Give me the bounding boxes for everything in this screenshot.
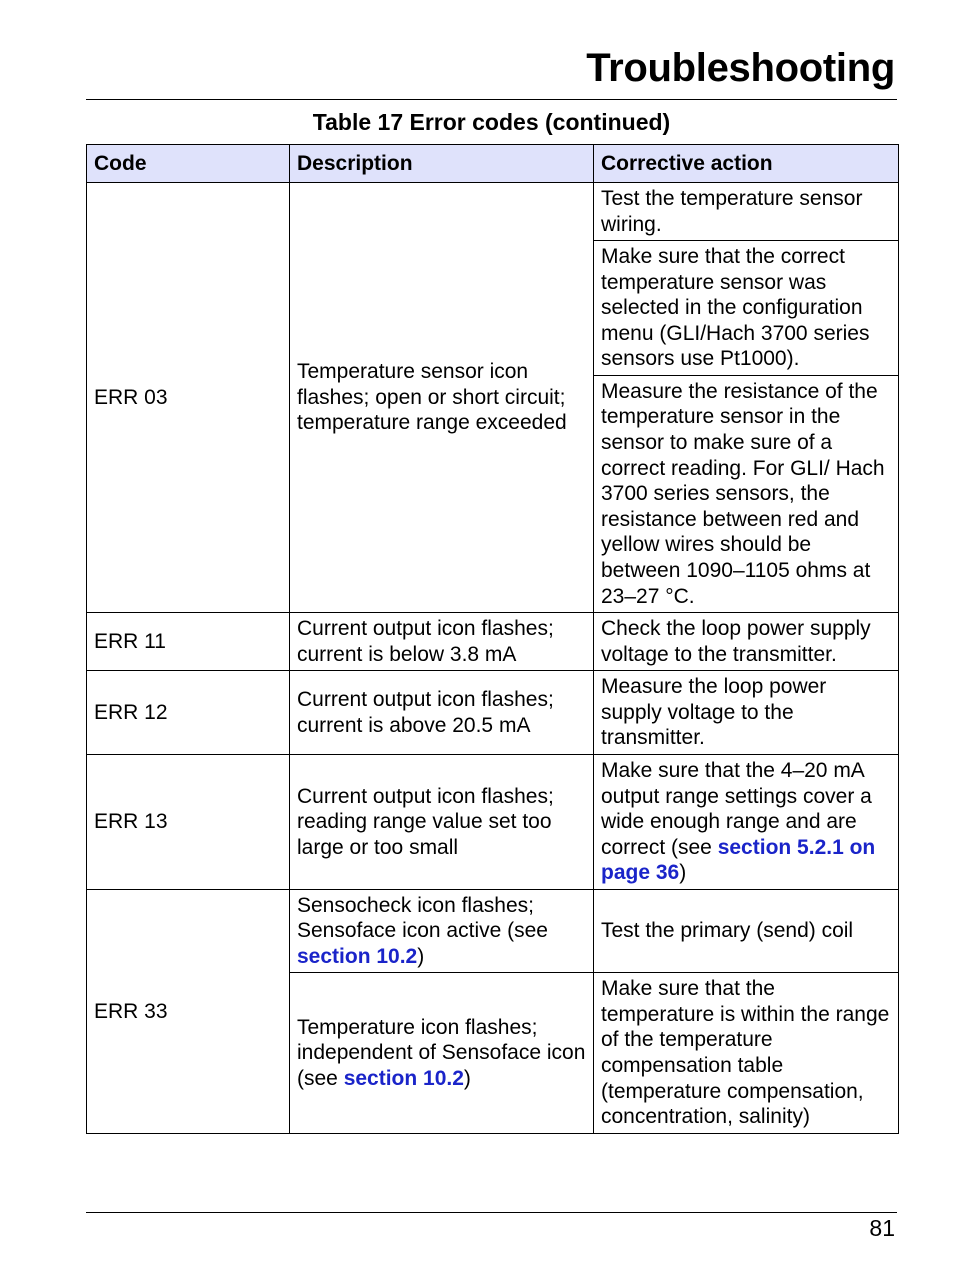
header-description: Description bbox=[290, 145, 594, 183]
table-row bbox=[87, 183, 899, 241]
code-cell: ERR 03 bbox=[87, 183, 290, 613]
description-cell: Temperature sensor icon flashes; open or short circuit; temperature range exceeded bbox=[290, 183, 594, 613]
code-cell: ERR 12 bbox=[87, 671, 290, 755]
table-row bbox=[87, 613, 899, 671]
action-cell: Test the primary (send) coil bbox=[594, 890, 899, 973]
action-cell: Make sure that the temperature is within the range of the temperature compensation table (temperature compensation, concentration, salinity) bbox=[594, 973, 899, 1134]
description-text: Sensocheck icon flashes; Sensoface icon active (see bbox=[297, 893, 548, 943]
description-cell bbox=[290, 973, 594, 1134]
description-text-end: ) bbox=[463, 1066, 471, 1090]
header-corrective-action: Corrective action bbox=[594, 145, 899, 183]
table-row bbox=[87, 671, 899, 755]
description-text-end: ) bbox=[417, 944, 425, 968]
action-cell: Measure the resistance of the temperature sensor in the sensor to make sure of a correct reading. For GLI/ Hach 3700 series sensors, the resistance between red and yellow wires should be between 1090–1105 ohms at 23–27 °C. bbox=[594, 376, 899, 613]
description-cell bbox=[290, 890, 594, 973]
table-header-row bbox=[87, 145, 899, 183]
action-cell: Make sure that the correct temperature sensor was selected in the configuration menu (GLI/Hach 3700 series sensors use Pt1000). bbox=[594, 241, 899, 376]
action-cell: Test the temperature sensor wiring. bbox=[594, 183, 899, 241]
code-cell: ERR 13 bbox=[87, 755, 290, 890]
page-number: 81 bbox=[869, 1215, 895, 1241]
footer-rule bbox=[86, 1212, 897, 1213]
section-link[interactable]: section 5.2.1 on page 36 bbox=[601, 835, 876, 885]
code-cell: ERR 33 bbox=[87, 890, 290, 1134]
section-link[interactable]: section 10.2 bbox=[297, 944, 418, 968]
error-codes-table bbox=[86, 144, 899, 1134]
action-text-end: ) bbox=[679, 861, 687, 885]
section-link[interactable]: section 10.2 bbox=[343, 1066, 464, 1090]
table-caption: Table 17 Error codes (continued) bbox=[312, 109, 671, 135]
description-cell: Current output icon flashes; reading range value set too large or too small bbox=[290, 755, 594, 890]
code-cell: ERR 11 bbox=[87, 613, 290, 671]
table-row bbox=[87, 890, 899, 973]
description-text: Temperature icon flashes; independent of Sensoface icon (see bbox=[297, 1015, 586, 1090]
page-title: Troubleshooting bbox=[586, 46, 895, 90]
description-cell: Current output icon flashes; current is above 20.5 mA bbox=[290, 671, 594, 755]
header-rule bbox=[86, 99, 897, 100]
action-cell: Check the loop power supply voltage to the transmitter. bbox=[594, 613, 899, 671]
description-cell: Current output icon flashes; current is below 3.8 mA bbox=[290, 613, 594, 671]
action-cell: Measure the loop power supply voltage to the transmitter. bbox=[594, 671, 899, 755]
table-row bbox=[87, 755, 899, 890]
action-text: Make sure that the 4–20 mA output range settings cover a wide enough range and are correct (see bbox=[601, 759, 872, 859]
action-cell bbox=[594, 755, 899, 890]
header-code: Code bbox=[87, 145, 290, 183]
